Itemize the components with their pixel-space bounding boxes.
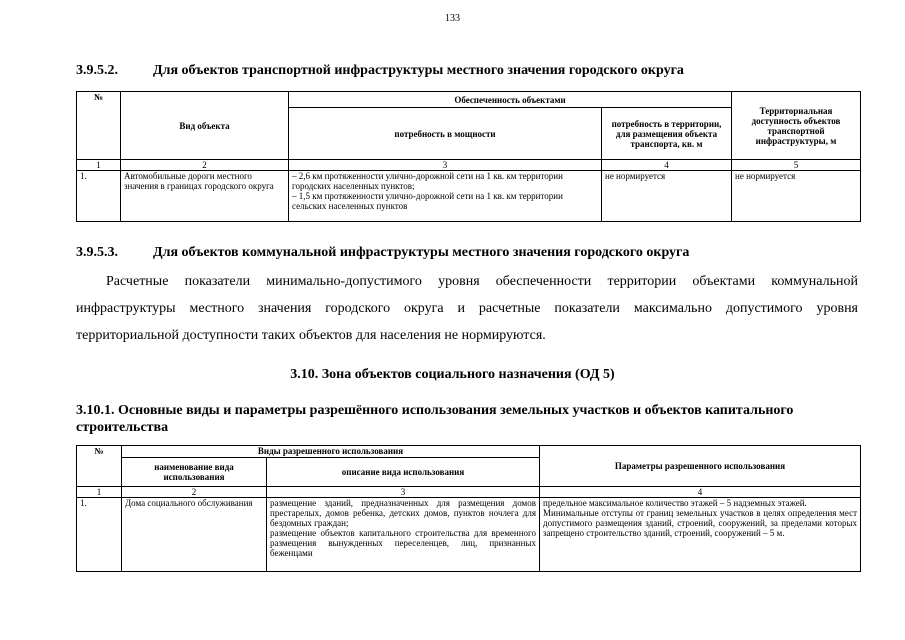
t2-colnum: 2	[122, 487, 267, 498]
t1-header-no: №	[77, 92, 121, 160]
section-3101-title-line-1: 3.10.1. Основные виды и параметры разрешённого использования земельных участков и объектов капитального	[76, 403, 794, 418]
t1-header-territory: потребность в территории, для размещения объекта транспорта, кв. м	[602, 108, 732, 160]
section-3952-number: 3.9.5.2.	[76, 63, 118, 78]
section-3952-heading	[76, 63, 684, 79]
t1-header-access: Территориальная доступность объектов транспортной инфраструктуры, м	[732, 92, 861, 160]
t2-header-desc: описание вида использования	[267, 458, 540, 487]
t2-params-part-1: предельное максимальное количество этажей – 5 надземных этажей.	[543, 498, 807, 508]
paragraph-line-3: территориальной доступности таких объектов для населения не нормируются.	[76, 328, 546, 343]
paragraph-line-2: инфраструктуры местного значения городского округа и расчетные показатели максимально допустимого уровня	[76, 301, 858, 316]
t2-desc-part-2: размещение объектов капитального строительства для временного размещения вынужденных переселенцев, лиц, признанных беженцами	[270, 528, 536, 558]
section-3952-title: Для объектов транспортной инфраструктуры местного значения городского округа	[153, 63, 684, 78]
page-number: 133	[445, 13, 460, 24]
section-3953-title: Для объектов коммунальной инфраструктуры местного значения городского округа	[153, 245, 690, 260]
t1-row-territory: не нормируется	[602, 171, 732, 222]
table-row	[77, 498, 861, 572]
t1-header-capacity: потребность в мощности	[289, 108, 602, 160]
t2-colnum: 1	[77, 487, 122, 498]
section-3101-heading	[76, 402, 793, 436]
t2-row-desc	[267, 498, 540, 572]
section-3953-paragraph	[76, 268, 858, 349]
t1-capacity-rural: – 1,5 км протяженности улично-дорожной сети на 1 кв. км территории сельских населенных пунктов	[292, 191, 563, 211]
t2-desc-part-1: размещение зданий, предназначенных для размещения домов престарелых, домов ребенка, детских домов, пунктов ночлега для бездомных граждан;	[270, 498, 536, 528]
permitted-use-table	[76, 445, 861, 572]
paragraph-line-1: Расчетные показатели минимально-допустимого уровня обеспеченности территории объектами коммунальной	[106, 274, 858, 289]
t1-colnum: 1	[77, 160, 121, 171]
t1-colnum: 3	[289, 160, 602, 171]
section-3101-title-line-2: строительства	[76, 420, 169, 435]
t1-colnum: 5	[732, 160, 861, 171]
t1-capacity-urban: – 2,6 км протяженности улично-дорожной сети на 1 кв. км территории городских населенных пунктов;	[292, 171, 563, 191]
t1-row-capacity	[289, 171, 602, 222]
t1-header-type: Вид объекта	[121, 92, 289, 160]
transport-table	[76, 91, 861, 222]
t2-row-no: 1.	[77, 498, 122, 572]
t1-colnum: 4	[602, 160, 732, 171]
section-3953-heading	[76, 245, 689, 261]
table-row	[77, 171, 861, 222]
t2-params-part-2: Минимальные отступы от границ земельных участков в целях определения мест допустимого размещения зданий, строений, сооружений, за пределами которых запрещено строительство зданий, строений, сооружений – 5 м.	[543, 508, 857, 538]
t2-header-no: №	[77, 446, 122, 487]
t1-row-no: 1.	[77, 171, 121, 222]
t2-row-params	[540, 498, 861, 572]
t2-header-name: наименование вида использования	[122, 458, 267, 487]
t2-colnum: 4	[540, 487, 861, 498]
t1-row-access: не нормируется	[732, 171, 861, 222]
t2-row-name: Дома социального обслуживания	[122, 498, 267, 572]
section-3953-number: 3.9.5.3.	[76, 245, 118, 260]
t2-header-params: Параметры разрешенного использования	[540, 446, 861, 487]
t2-colnum: 3	[267, 487, 540, 498]
t1-row-type: Автомобильные дороги местного значения в границах городского округа	[121, 171, 289, 222]
section-310-heading: 3.10. Зона объектов социального назначения (ОД 5)	[290, 367, 615, 382]
t1-header-provision: Обеспеченность объектами	[289, 92, 732, 108]
t2-header-uses: Виды разрешенного использования	[122, 446, 540, 458]
t1-colnum: 2	[121, 160, 289, 171]
